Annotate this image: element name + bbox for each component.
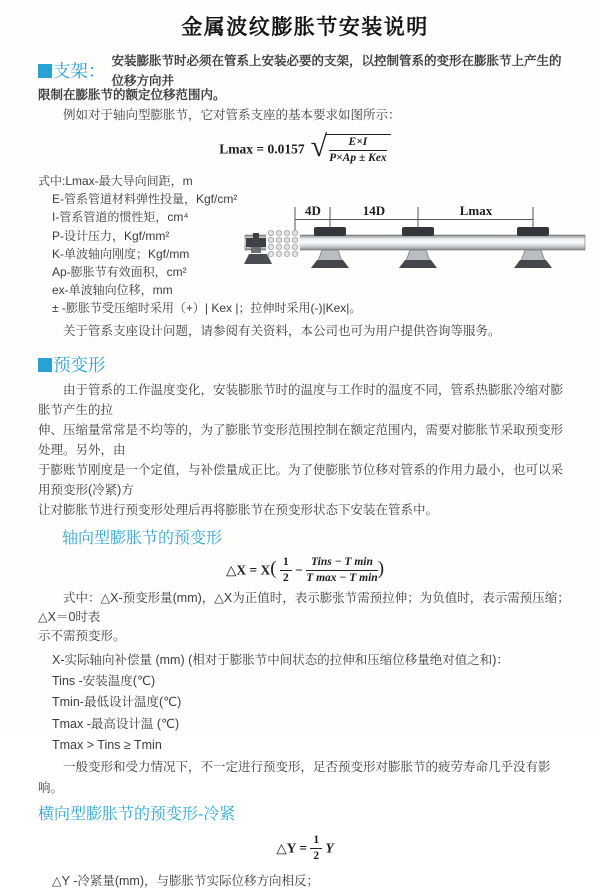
predeform-para-line: 伸、压缩量常常是不均等的，为了膨胀节变形范围控制在额定范围内，需要对膨胀节采取预变形处理。另外，由 <box>38 422 564 457</box>
close-paren: ) <box>377 558 385 580</box>
predeform-para-line: 由于管系的工作温度变化，安装膨胀节时的温度与工作时的温度不同，管系热膨胀冷缩对膨胀节产生的拉 <box>38 382 564 417</box>
predeform-para-line: 于膨账节刚度是一个定值，与补偿量成正比。为了使膨胀节位移对管系的作用力最小，也可以采用预变形(冷紧)方 <box>38 462 564 497</box>
formula-lhs: △Y = <box>276 840 307 856</box>
support-heading-label: 支架： <box>53 60 106 81</box>
axial-item: Tmin-最低设计温度(℃) <box>52 695 182 710</box>
predeform-heading-label: 预变形 <box>53 355 106 376</box>
open-paren: ( <box>270 558 277 580</box>
support-section-heading <box>38 53 572 88</box>
dim-label-4d: 4D <box>305 203 321 218</box>
formula-lhs: Lmax = 0.0157 <box>219 141 305 157</box>
pipe-support-diagram <box>243 202 595 274</box>
predeform-para-line: 让对膨胀节进行预变形处理后再将膨胀节在预变形状态下安装在管系中。 <box>38 502 439 517</box>
axial-predeform-formula <box>38 556 572 585</box>
blue-square-bullet-icon <box>38 64 52 78</box>
lateral-subsection-heading: 横向型膨胀节的预变形-冷紧 <box>38 806 236 824</box>
bellows-icon <box>266 230 300 256</box>
fraction-numerator: Tins − T min <box>306 556 378 571</box>
variable-line: Ap-膨胀节有效面积，cm² <box>52 265 187 280</box>
variable-line: K-单波轴向刚度；Kgf/mm <box>52 246 190 261</box>
axial-explain-line1: 式中：△X-预变形量(mm)，△X为正值时，表示膨张节需预拉伸；为负值时，表示需预压缩；△X＝0时表 <box>38 590 570 624</box>
fraction-denominator: T max − T min <box>306 571 378 584</box>
formula-lhs: △X = X <box>225 562 271 578</box>
axial-item: Tmax -最高设计温 (℃) <box>52 716 180 731</box>
temperature-fraction <box>306 556 378 585</box>
dim-label-lmax: Lmax <box>459 203 493 218</box>
fraction-denominator: P×Ap ± Kex <box>329 152 387 164</box>
lateral-predeform-formula <box>38 834 572 863</box>
guide-spacing-formula <box>38 130 572 165</box>
formula-fraction <box>329 136 387 165</box>
axial-subsection-heading: 轴向型膨胀节的预变形 <box>62 529 223 547</box>
axial-item: X-实际轴向补偿量 (mm) (相对于膨胀节中间状态的拉伸和压缩位移量绝对值之和)： <box>52 652 509 667</box>
minus-sign: − <box>295 562 303 578</box>
support-note: 关于管系支座设计问题，请参阅有关资料，本公司也可为用户提供咨询等服务。 <box>63 323 501 338</box>
variable-line: I-管系管道的惯性矩，cm⁴ <box>52 210 189 225</box>
radical-expression <box>310 130 391 165</box>
axial-item: Tmax > Tins ≥ Tmin <box>52 738 162 753</box>
variable-line: E-管系管道材料弹性投量，Kgf/cm² <box>52 192 238 207</box>
variable-definitions-block <box>38 172 572 318</box>
axial-note: 一般变形和受力情况下，不一定进行预变形，足否预变形对膨胀节的疲劳寿命几乎没有影响。 <box>38 759 551 796</box>
support-intro-line1: 安装膨胀节时必须在管系上安装必要的支架，以控制管系的变形在膨胀节上产生的位移方向并 <box>111 53 562 88</box>
one-half-fraction: $\frac{1}{2}$ <box>280 556 292 585</box>
one-half-fraction: $\frac{1}{2}$ <box>310 834 322 863</box>
support-intro-line2: 限制在膨胀节的额定位移范围内。 <box>38 88 226 102</box>
variable-line: P-设计压力，Kgf/mm² <box>52 228 170 243</box>
variable-line-plusminus: ± -膨胀节受压缩时采用（+）| Kex |；拉伸时采用(-)|Kex|。 <box>52 301 362 316</box>
lateral-explain-line: △Y -冷紧量(mm)，与膨胀节实际位移方向相反； <box>52 874 320 889</box>
axial-items-block <box>38 650 572 800</box>
fraction-numerator: E×I <box>329 136 387 151</box>
radical-sign: √ <box>310 130 328 163</box>
formula-rhs: Y <box>325 840 334 856</box>
dim-label-14d: 14D <box>362 203 386 218</box>
axial-explain-line2: 示不需预变形。 <box>38 628 126 643</box>
predeform-section-heading <box>38 354 572 377</box>
axial-item: Tins -安装温度(℃) <box>52 674 156 689</box>
page-title: 金属波纹膨胀节安装说明 <box>181 16 429 39</box>
support-example-line: 例如对于轴向型膨胀节，它对管系支座的基本要求如图所示： <box>63 108 401 122</box>
variable-line: ex-单波轴向位移，mm <box>52 283 173 298</box>
blue-square-bullet-icon <box>38 358 52 372</box>
variable-line: 式中:Lmax-最大导向间距，m <box>38 174 193 188</box>
